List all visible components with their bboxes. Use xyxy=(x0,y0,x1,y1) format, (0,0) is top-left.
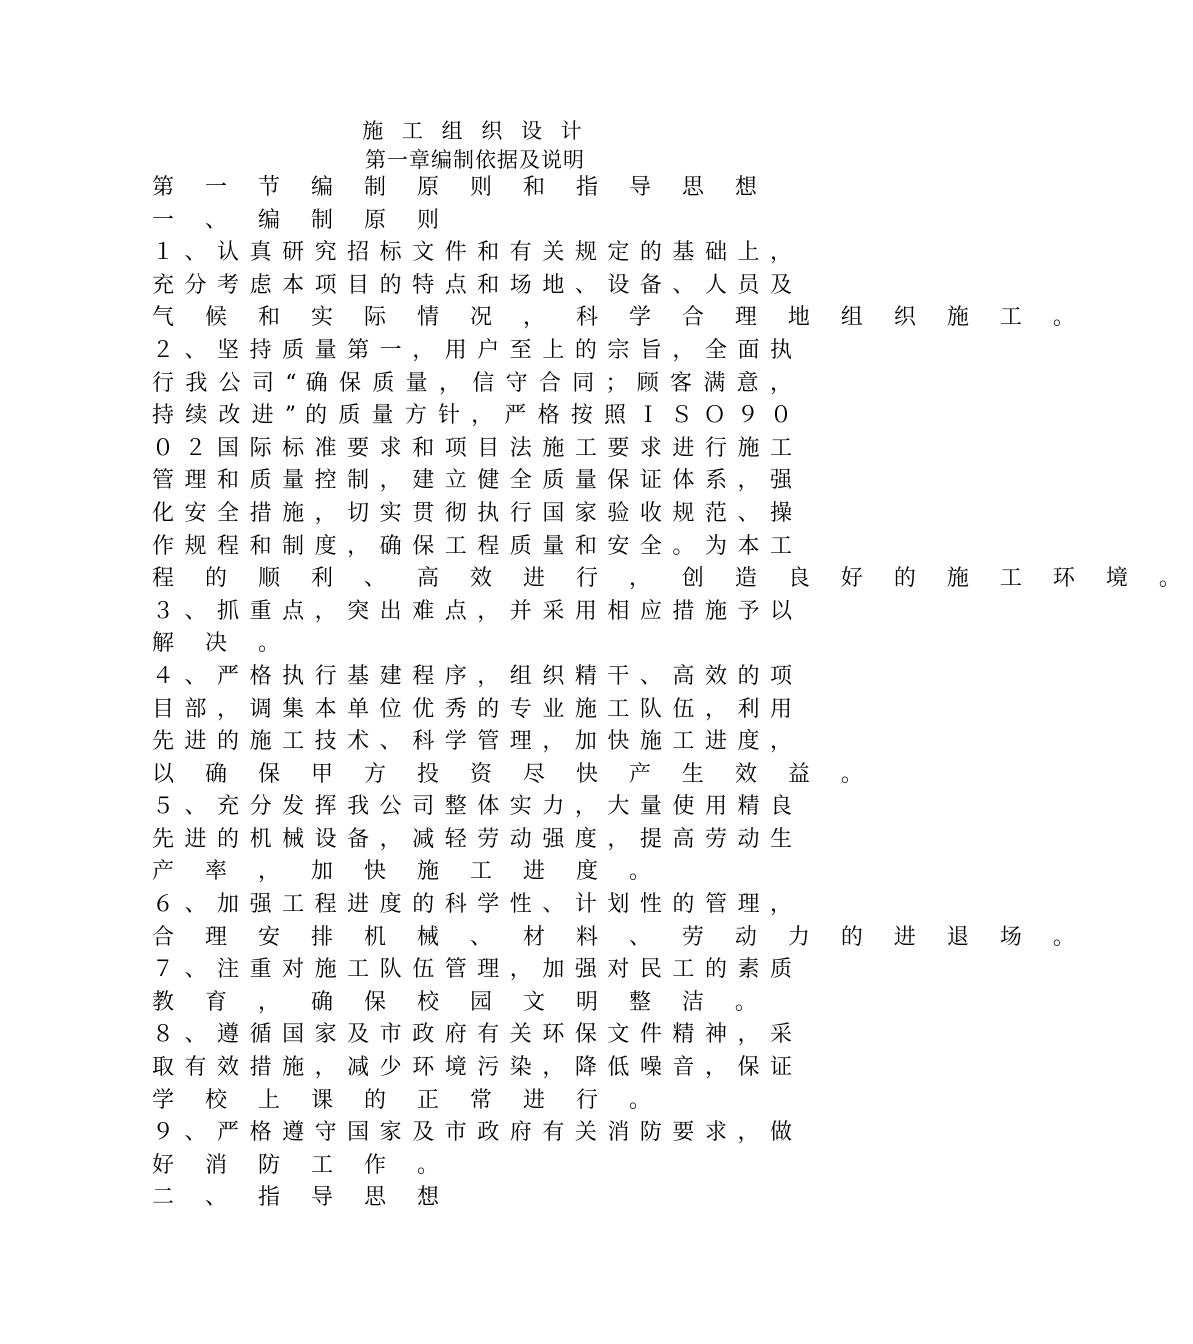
text-line: 教 育 ， 确 保 校 园 文 明 整 洁 。 xyxy=(152,989,769,1015)
text-line: ８ 、 遵 循 国 家 及 市 政 府 有 关 环 保 文 件 精 神 ， 采 xyxy=(152,1022,792,1048)
text-line: 解 决 。 xyxy=(152,631,292,657)
text-line: 产 率 ， 加 快 施 工 进 度 。 xyxy=(152,859,663,885)
text-line: 学 校 上 课 的 正 常 进 行 。 xyxy=(152,1087,663,1113)
text-line: 作 规 程 和 制 度 ， 确 保 工 程 质 量 和 安 全 。 为 本 工 xyxy=(152,533,792,559)
text-line: ９ 、 严 格 遵 守 国 家 及 市 政 府 有 关 消 防 要 求 ， 做 xyxy=(152,1120,792,1146)
text-line: 充 分 考 虑 本 项 目 的 特 点 和 场 地 、 设 备 、 人 员 及 xyxy=(152,272,792,298)
subsection-heading: 一 、 编 制 原 则 xyxy=(152,207,451,233)
text-line: 先 进 的 施 工 技 术 、 科 学 管 理 ， 加 快 施 工 进 度 ， xyxy=(152,729,792,755)
text-line: 持 续 改 进 ” 的 质 量 方 针 ， 严 格 按 照 Ｉ Ｓ Ｏ ９ ０ xyxy=(152,403,792,429)
text-line: 气 候 和 实 际 情 况 ， 科 学 合 理 地 组 织 施 工 。 xyxy=(152,305,1087,331)
text-line: １ 、 认 真 研 究 招 标 文 件 和 有 关 规 定 的 基 础 上 ， xyxy=(152,240,792,266)
section-heading: 第 一 节 编 制 原 则 和 指 导 思 想 xyxy=(152,175,769,200)
document-body xyxy=(152,172,1193,1215)
text-line: 行 我 公 司 “ 确 保 质 量 ， 信 守 合 同 ； 顾 客 满 意 ， xyxy=(152,370,792,396)
chapter-title: 第一章编制依据及说明 xyxy=(365,148,585,172)
text-line: ５ 、 充 分 发 挥 我 公 司 整 体 实 力 ， 大 量 使 用 精 良 xyxy=(152,794,792,820)
text-line: ４ 、 严 格 执 行 基 建 程 序 ， 组 织 精 干 、 高 效 的 项 xyxy=(152,663,792,689)
text-line: 程 的 顺 利 、 高 效 进 行 ， 创 造 良 好 的 施 工 环 境 。 xyxy=(152,566,1193,592)
text-line: 目 部 ， 调 集 本 单 位 优 秀 的 专 业 施 工 队 伍 ， 利 用 xyxy=(152,696,792,722)
text-line: 以 确 保 甲 方 投 资 尽 快 产 生 效 益 。 xyxy=(152,761,875,787)
text-line: 好 消 防 工 作 。 xyxy=(152,1152,451,1178)
text-line: ７ 、 注 重 对 施 工 队 伍 管 理 ， 加 强 对 民 工 的 素 质 xyxy=(152,957,792,983)
text-line: 管 理 和 质 量 控 制 ， 建 立 健 全 质 量 保 证 体 系 ， 强 xyxy=(152,468,792,494)
text-line: 化 安 全 措 施 ， 切 实 贯 彻 执 行 国 家 验 收 规 范 、 操 xyxy=(152,500,792,526)
text-line: ３ 、 抓 重 点 ， 突 出 难 点 ， 并 采 用 相 应 措 施 予 以 xyxy=(152,598,792,624)
document-title: 施 工 组 织 设 计 xyxy=(362,119,588,143)
text-line: ０ ２ 国 际 标 准 要 求 和 项 目 法 施 工 要 求 进 行 施 工 xyxy=(152,435,792,461)
text-line: ２ 、 坚 持 质 量 第 一 ， 用 户 至 上 的 宗 旨 ， 全 面 执 xyxy=(152,337,792,363)
text-line: ６ 、 加 强 工 程 进 度 的 科 学 性 、 计 划 性 的 管 理 ， xyxy=(152,892,792,918)
text-line: 取 有 效 措 施 ， 减 少 环 境 污 染 ， 降 低 噪 音 ， 保 证 xyxy=(152,1055,792,1081)
text-line: 先 进 的 机 械 设 备 ， 减 轻 劳 动 强 度 ， 提 高 劳 动 生 xyxy=(152,826,792,852)
subsection-heading: 二 、 指 导 思 想 xyxy=(152,1185,451,1211)
text-line: 合 理 安 排 机 械 、 材 料 、 劳 动 力 的 进 退 场 。 xyxy=(152,924,1087,950)
